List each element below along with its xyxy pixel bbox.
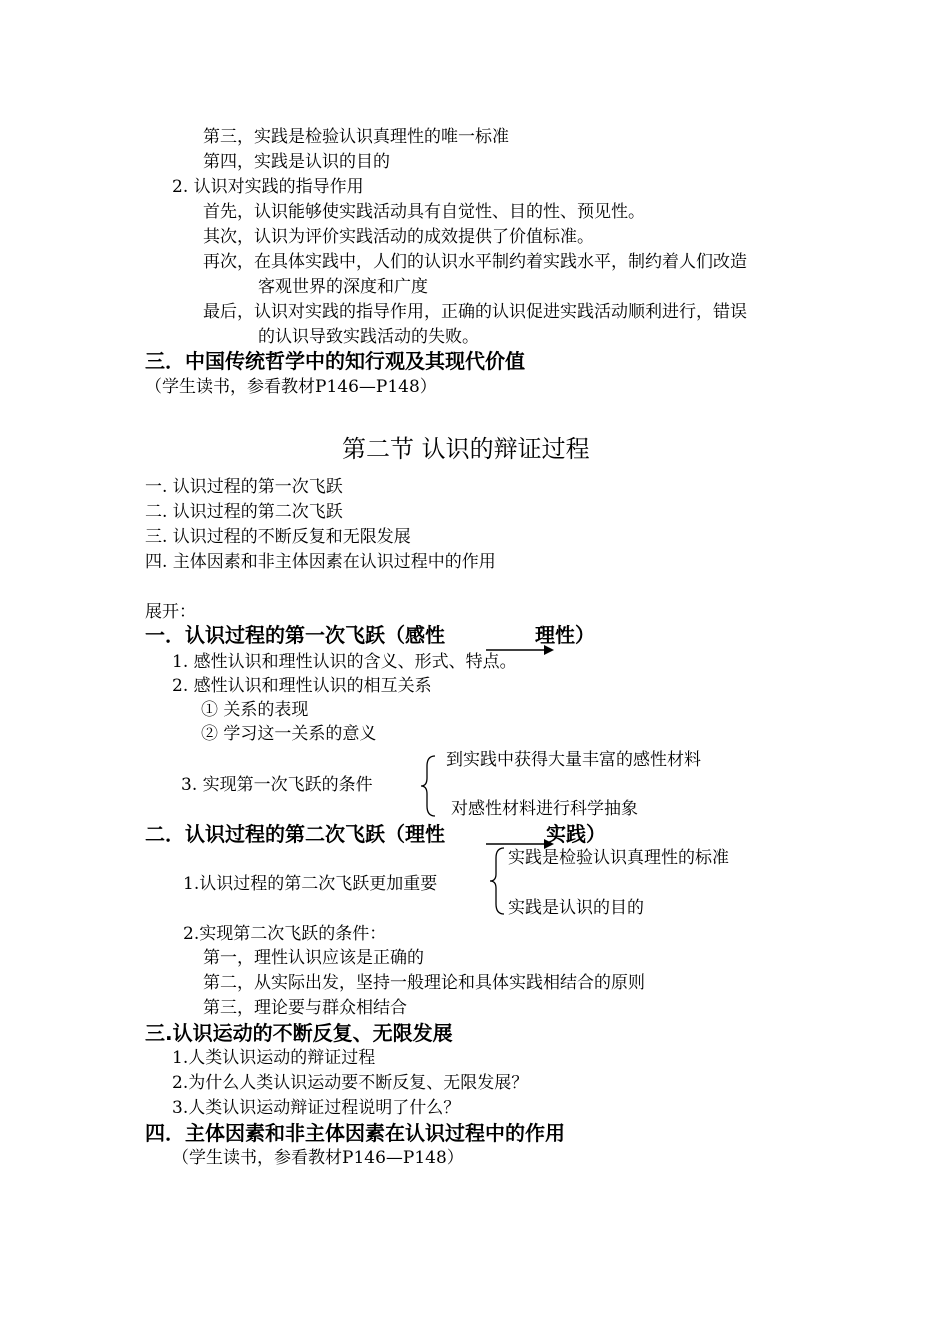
importance-item: 实践是检验认识真理性的标准 xyxy=(508,848,729,868)
outline-item: 四. 主体因素和非主体因素在认识过程中的作用 xyxy=(145,552,496,572)
text-line: 首先，认识能够使实践活动具有自觉性、目的性、预见性。 xyxy=(203,202,645,222)
heading-factors: 四．主体因素和非主体因素在认识过程中的作用 xyxy=(145,1121,565,1145)
outline-item: 一. 认识过程的第一次飞跃 xyxy=(145,477,343,497)
brace-icon xyxy=(419,754,437,818)
expand-label: 展开： xyxy=(145,602,196,622)
condition-item: 第一，理性认识应该是正确的 xyxy=(203,948,424,968)
text-line: 的认识导致实践活动的失败。 xyxy=(258,327,479,347)
text-line: 最后，认识对实践的指导作用，正确的认识促进实践活动顺利进行，错误 xyxy=(203,302,747,322)
condition-item: 第三，理论要与群众相结合 xyxy=(203,998,407,1018)
list-item: ② 学习这一关系的意义 xyxy=(201,724,377,744)
note-line: （学生读书，参看教材P146—P148） xyxy=(145,377,437,397)
heading-first-leap: 一．认识过程的第一次飞跃（感性 xyxy=(145,623,445,647)
condition-label: 3. 实现第一次飞跃的条件 xyxy=(181,775,373,795)
list-item: 2. 感性认识和理性认识的相互关系 xyxy=(172,676,432,696)
text-line: 第三，实践是检验认识真理性的唯一标准 xyxy=(203,127,509,147)
brace-icon xyxy=(488,846,506,916)
list-item: ① 关系的表现 xyxy=(201,700,309,720)
heading-zhixingguan: 三．中国传统哲学中的知行观及其现代价值 xyxy=(145,349,525,373)
list-item: 3.人类认识运动辩证过程说明了什么？ xyxy=(172,1098,461,1118)
importance-item: 实践是认识的目的 xyxy=(508,898,644,918)
condition-item: 第二，从实际出发，坚持一般理论和具体实践相结合的原则 xyxy=(203,973,645,993)
section-title: 第二节 认识的辩证过程 xyxy=(342,435,590,463)
heading-repeat-development: 三.认识运动的不断反复、无限发展 xyxy=(145,1021,453,1045)
list-item: 2.为什么人类认识运动要不断反复、无限发展？ xyxy=(172,1073,529,1093)
text-line: 2. 认识对实践的指导作用 xyxy=(172,177,364,197)
text-line: 其次，认识为评价实践活动的成效提供了价值标准。 xyxy=(203,227,594,247)
condition-item: 对感性材料进行科学抽象 xyxy=(451,799,638,819)
note-line: （学生读书，参看教材P146—P148） xyxy=(172,1148,464,1168)
list-item: 1.人类认识运动的辩证过程 xyxy=(172,1048,376,1068)
heading-second-leap: 二．认识过程的第二次飞跃（理性 xyxy=(145,822,445,846)
text-line: 再次，在具体实践中，人们的认识水平制约着实践水平，制约着人们改造 xyxy=(203,252,747,272)
condition-item: 到实践中获得大量丰富的感性材料 xyxy=(446,750,701,770)
importance-label: 1.认识过程的第二次飞跃更加重要 xyxy=(183,874,438,894)
outline-item: 二. 认识过程的第二次飞跃 xyxy=(145,502,343,522)
text-line: 第四，实践是认识的目的 xyxy=(203,152,390,172)
condition-title: 2.实现第二次飞跃的条件： xyxy=(183,924,387,944)
heading-second-leap-end: 实践） xyxy=(546,822,606,846)
list-item: 1. 感性认识和理性认识的含义、形式、特点。 xyxy=(172,652,517,672)
text-line: 客观世界的深度和广度 xyxy=(258,277,428,297)
heading-first-leap-end: 理性） xyxy=(535,623,595,647)
outline-item: 三. 认识过程的不断反复和无限发展 xyxy=(145,527,411,547)
